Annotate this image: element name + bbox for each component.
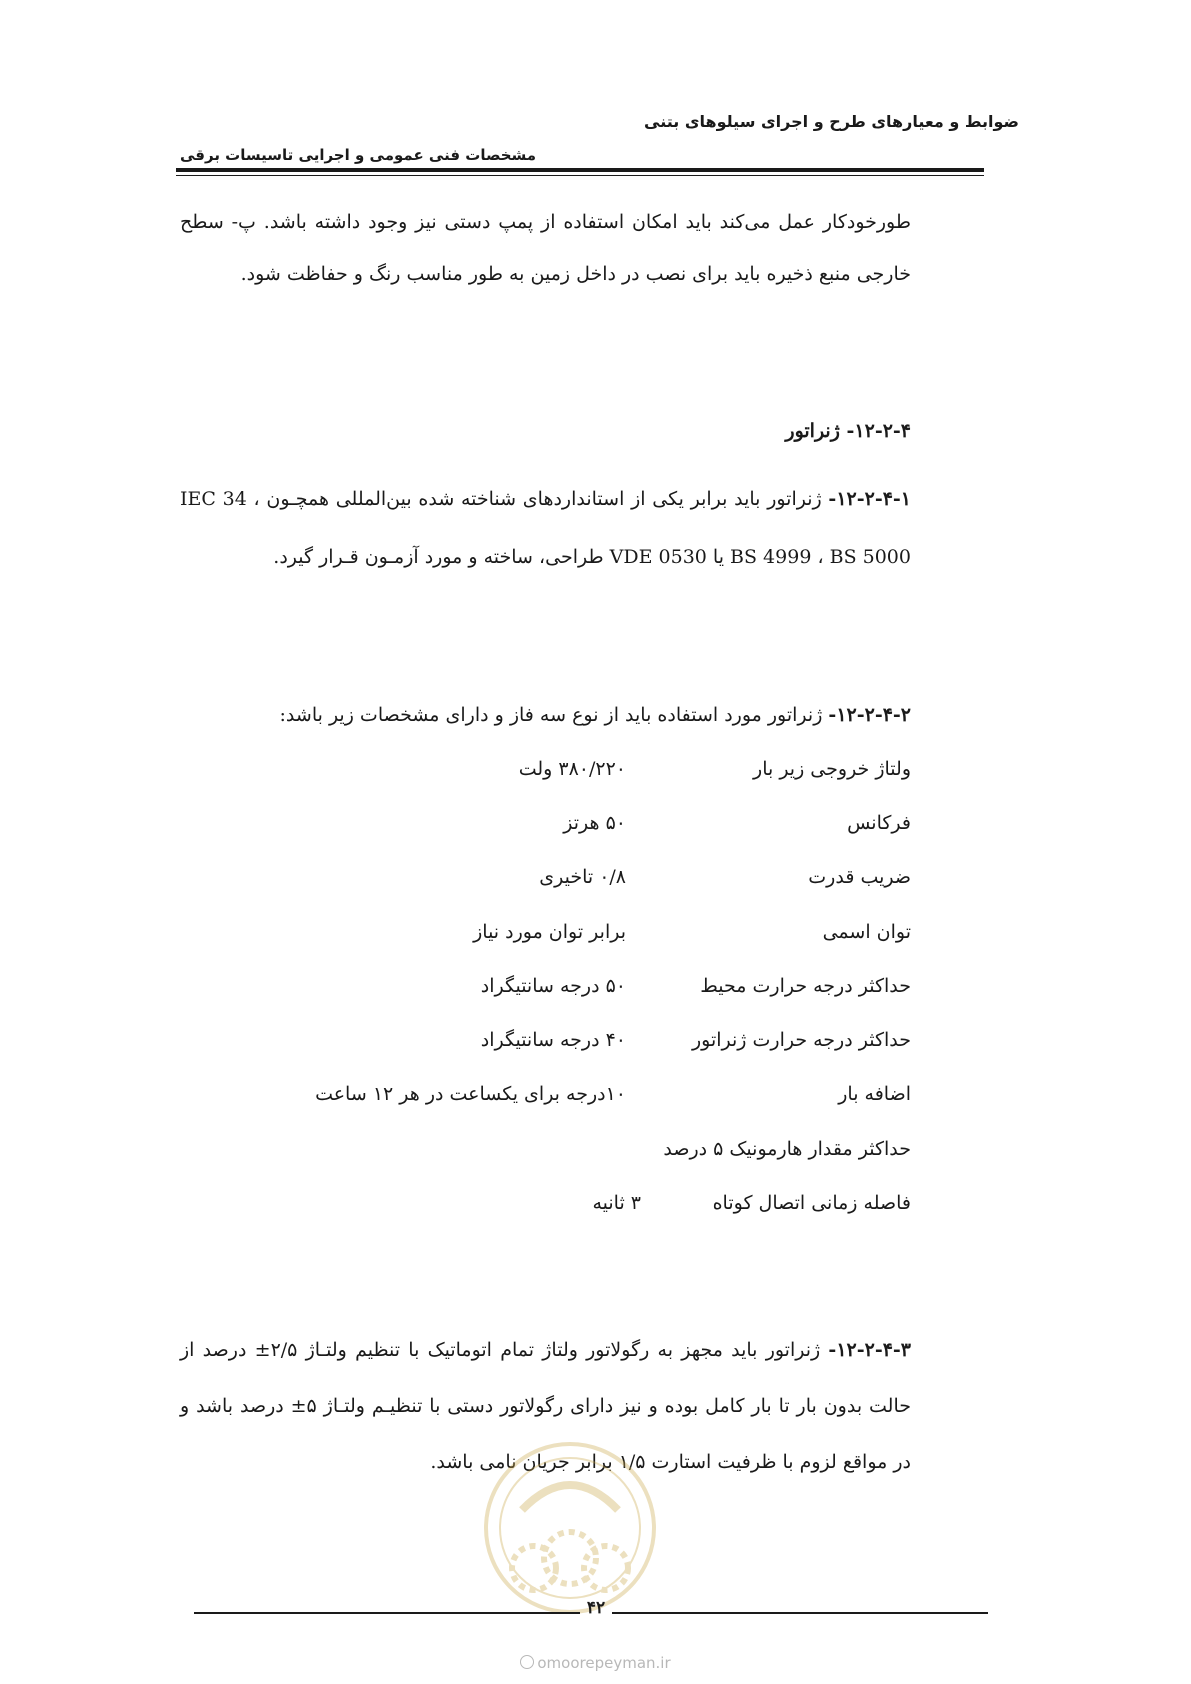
spec-value: ۳ ثانیه xyxy=(592,1192,641,1214)
spec-row xyxy=(180,812,911,842)
spec-label: توان اسمی xyxy=(822,921,911,943)
paragraph-spec-intro xyxy=(180,704,911,726)
spec-value: برابر توان مورد نیاز xyxy=(473,921,626,943)
spec-row xyxy=(180,866,911,896)
spec-value: ۳۸۰/۲۲۰ ولت xyxy=(518,758,626,780)
footer-rule-left xyxy=(194,1612,580,1614)
globe-icon xyxy=(520,1655,534,1669)
spec-label: حداکثر مقدار هارمونیک ۵ درصد xyxy=(663,1138,911,1160)
clause-text: ژنراتور باید مجهز به رگولاتور ولتاژ تمام اتوماتیک با تنظیم ولتـاژ ۲/۵± درصد از حالت بدون بار تا بار کامل بوده و نیز دارای رگولاتور دستی با تنظیـم ولتـاژ ۵± درصد باشد و در مواقع لزوم با ظرفیت استارت ۱/۵ برابر جریان نامی باشد. xyxy=(180,1339,911,1473)
spec-value: ۰/۸ تاخیری xyxy=(539,866,626,888)
spec-value: ۴۰ درجه سانتیگراد xyxy=(480,1029,626,1051)
section-heading-generator xyxy=(785,420,911,442)
spec-label: فرکانس xyxy=(847,812,911,834)
clause-number: ۱۲-۲-۴-۳- xyxy=(828,1339,911,1361)
header-rule-thin xyxy=(176,175,984,176)
spec-label: حداکثر درجه حرارت ژنراتور xyxy=(691,1029,911,1051)
spec-row xyxy=(180,1029,911,1059)
header-rule-thick xyxy=(176,168,984,172)
spec-label: اضافه بار xyxy=(838,1083,911,1105)
spec-row xyxy=(180,1083,911,1113)
page-number: ۴۲ xyxy=(586,1598,606,1618)
site-url: omoorepeyman.ir xyxy=(537,1654,671,1672)
spec-row xyxy=(180,1138,911,1168)
clause-number: ۱۲-۲-۴-۲- xyxy=(828,704,911,726)
spec-label: حداکثر درجه حرارت محیط xyxy=(700,975,911,997)
paragraph-standards xyxy=(180,470,911,586)
header-title: ضوابط و معیارهای طرح و اجرای سیلوهای بتنی xyxy=(644,112,1019,131)
spec-label: ولتاژ خروجی زیر بار xyxy=(753,758,911,780)
section-number: ۱۲-۲-۴- xyxy=(846,420,911,442)
spec-row xyxy=(180,921,911,951)
paragraph-pump: طورخودکار عمل می‌کند باید امکان استفاده از پمپ دستی نیز وجود داشته باشد. پ- سطح خارجی منبع ذخیره باید برای نصب در داخل زمین به طور مناسب رنگ و حفاظت شود. xyxy=(180,211,911,285)
spec-row xyxy=(180,1192,911,1222)
header-subtitle: مشخصات فنی عمومی و اجرایی تاسیسات برقی xyxy=(180,146,537,164)
spec-value: ۱۰درجه برای یکساعت در هر ۱۲ ساعت xyxy=(315,1083,626,1105)
section-title: ژنراتور xyxy=(785,420,847,442)
clause-number: ۱۲-۲-۴-۱- xyxy=(828,488,911,510)
spec-label: فاصله زمانی اتصال کوتاه xyxy=(712,1192,911,1214)
clause-text: ژنراتور باید برابر یکی از استانداردهای شناخته شده بین‌المللی همچـون IEC 34 ، BS 4999 ، BS 5000 یا VDE 0530 طراحی، ساخته و مورد آزمـون قـرار گیرد. xyxy=(180,488,911,568)
clause-text: ژنراتور مورد استفاده باید از نوع سه فاز و دارای مشخصات زیر باشد: xyxy=(279,704,829,726)
site-watermark xyxy=(0,1654,1191,1672)
watermark-seal-icon xyxy=(482,1440,658,1616)
spec-label: ضریب قدرت xyxy=(808,866,911,888)
spec-value: ۵۰ هرتز xyxy=(563,812,626,834)
footer-rule-right xyxy=(612,1612,988,1614)
spec-row xyxy=(180,758,911,788)
spec-row xyxy=(180,975,911,1005)
spec-value: ۵۰ درجه سانتیگراد xyxy=(480,975,626,997)
